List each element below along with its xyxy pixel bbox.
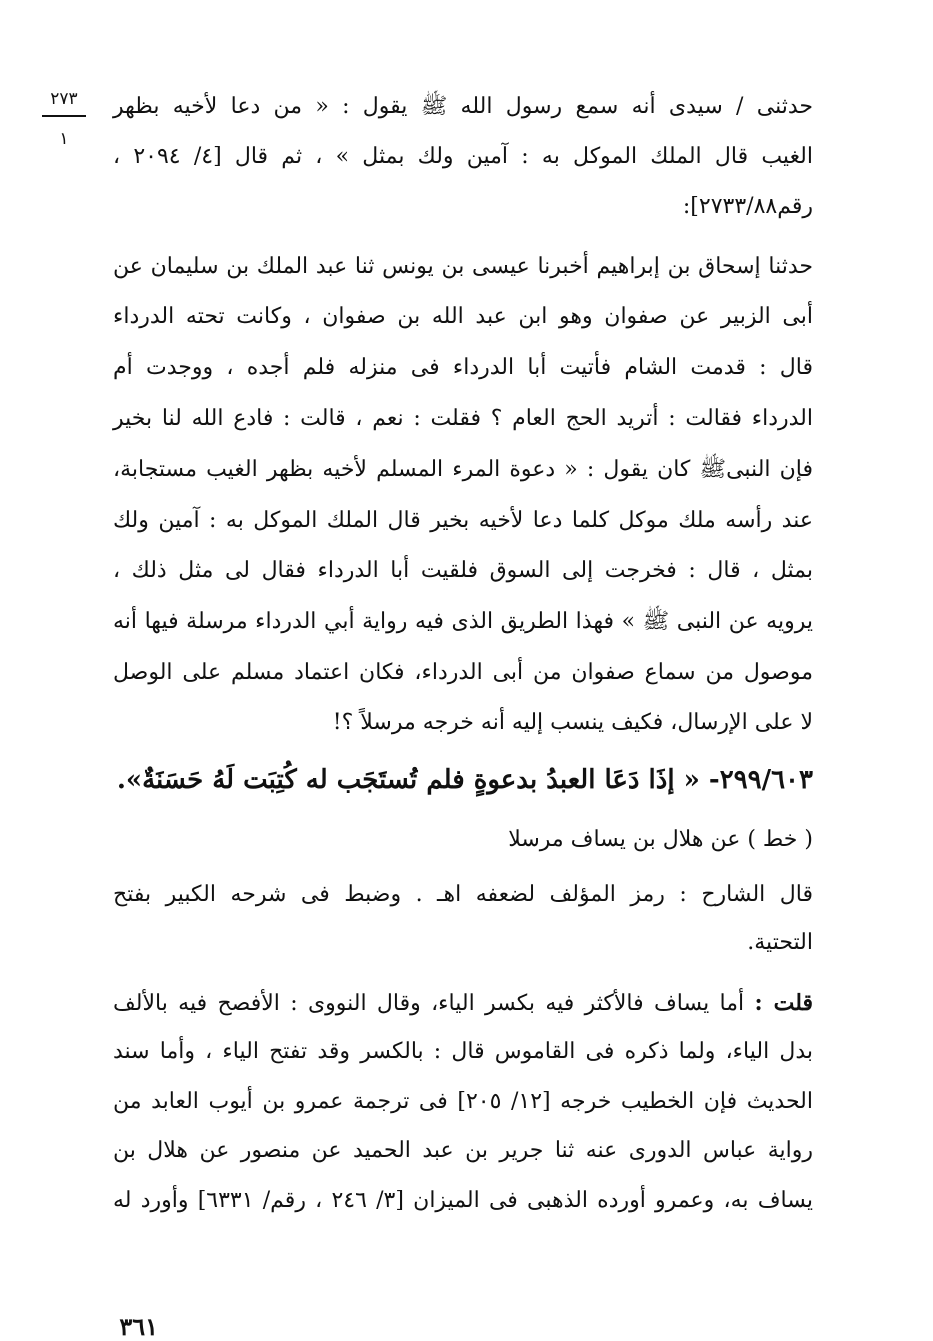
text-line: فإن النبىﷺ كان يقول : « دعوة المرء المسلم لأخيه بظهر الغيب مستجابة، [113, 457, 813, 482]
text-line: حدثنى / سيدى أنه سمع رسول الله ﷺ يقول : « من دعا لأخيه بظهر [113, 94, 813, 119]
text-line: الدرداء فقالت : أتريد الحج العام ؟ فقلت : نعم ، قالت : فادع الله لنا بخير [113, 406, 813, 431]
qultu-line: يساف به، وعمرو أورده الذهبى فى الميزان [٣/ ٢٤٦ ، رقم/ ٦٣٣١] وأورد له [113, 1188, 813, 1213]
marginal-reference-bottom: ١ [59, 129, 69, 149]
text-line: لا على الإرسال، فكيف ينسب إليه أنه خرجه مرسلاً ؟! [332, 710, 813, 735]
text-line: يرويه عن النبى ﷺ » فهذا الطريق الذى فيه رواية أبي الدرداء مرسلة فيها أنه [113, 609, 813, 634]
text-line: عند رأسه ملك موكل كلما دعا لأخيه بخير قال الملك الموكل به : آمين ولك [113, 508, 813, 533]
marginal-divider [42, 115, 86, 117]
hadith-source: ( خط ) عن هلال بن يساف مرسلا [508, 827, 813, 852]
commentary-line: قال الشارح : رمز المؤلف لضعفه اهـ . وضبط فى شرحه الكبير بفتح [113, 882, 813, 907]
qultu-line: رواية عباس الدورى عنه ثنا جرير بن عبد الحميد عن منصور عن هلال بن [113, 1138, 813, 1163]
qultu-label: قلت : [754, 990, 813, 1016]
commentary-line: التحتية. [747, 930, 813, 955]
page-number: ٣٦١ [119, 1312, 158, 1341]
hadith-heading: ٢٩٩/٦٠٣- « إذَا دَعَا العبدُ بدعوةٍ فلم تُستَجَب له كُتِبَت لَهُ حَسَنَةٌ». [116, 765, 813, 795]
qultu-line: بدل الياء، ولما ذكره فى القاموس قال : بالكسر وقد تفتح الياء ، وأما سند [113, 1039, 813, 1064]
text-line: أبى الزبير عن صفوان وهو ابن عبد الله بن صفوان ، وكانت تحته الدرداء [113, 304, 813, 329]
qultu-line [113, 988, 813, 1018]
qultu-text: أما يساف فالأكثر فيه بكسر الياء، وقال النووى : الأفصح فيه بالألف [113, 991, 745, 1016]
marginal-reference-top: ٢٧٣ [50, 89, 78, 109]
text-line: رقم٢٧٣٣/٨٨]: [682, 194, 813, 219]
text-line: قال : قدمت الشام فأتيت أبا الدرداء فى منزله فلم أجده ، ووجدت أم [113, 355, 813, 380]
text-line: حدثنا إسحاق بن إبراهيم أخبرنا عيسى بن يونس ثنا عبد الملك بن سليمان عن [113, 254, 813, 279]
qultu-line: الحديث فإن الخطيب خرجه [١٢/ ٢٠٥] فى ترجمة عمرو بن أيوب العابد من [113, 1089, 813, 1114]
text-line: موصول من سماع صفوان من أبى الدرداء، فكان اعتماد مسلم على الوصل [113, 660, 813, 685]
text-line: الغيب قال الملك الموكل به : آمين ولك بمثل » ، ثم قال [٤/ ٢٠٩٤ ، [113, 144, 813, 169]
text-line: بمثل ، قال : فخرجت إلى السوق فلقيت أبا الدرداء فقال لى مثل ذلك ، [113, 558, 813, 583]
